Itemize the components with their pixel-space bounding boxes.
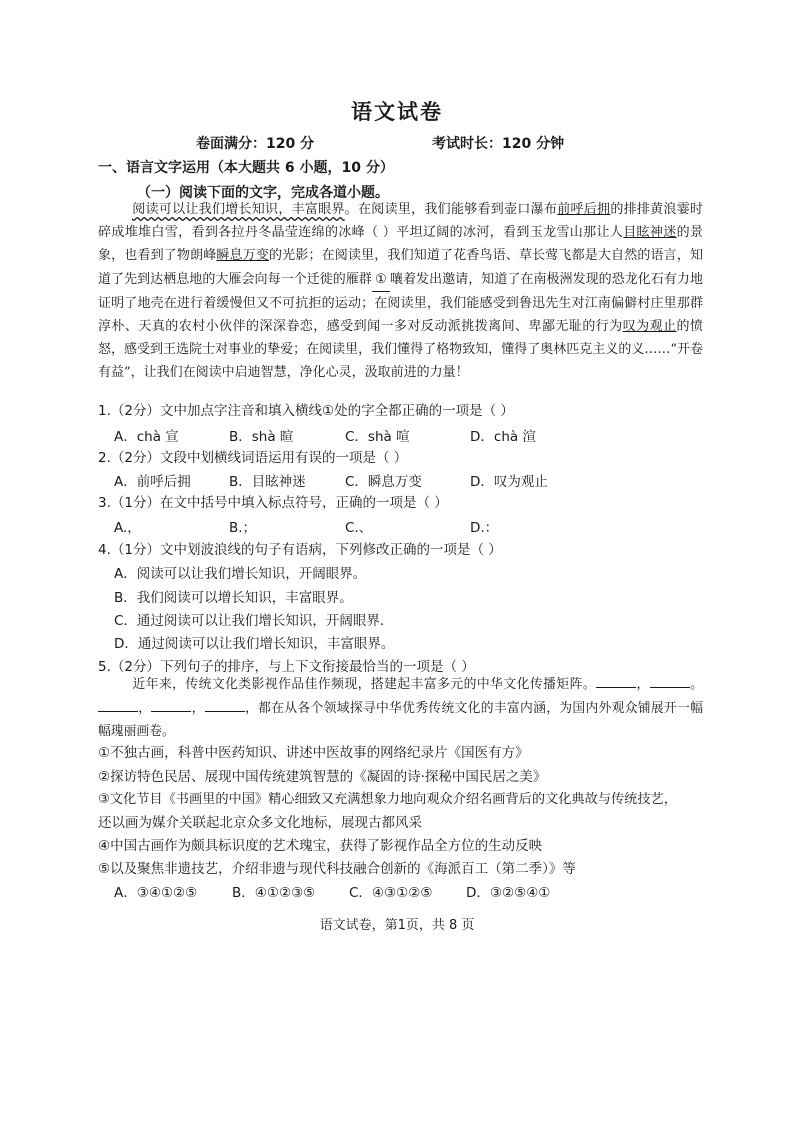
q1-option-c: C．shà 喧 <box>345 429 410 445</box>
q1-option-a: A．chà 宣 <box>114 429 179 445</box>
underlined-word: 目眩神迷 <box>623 225 677 241</box>
blank-1: ① <box>372 268 390 292</box>
question-1: 1.（2分）文中加点字注音和填入横线①处的字全都正确的一项是（ ） <box>98 403 514 419</box>
q1-option-d: D．chà 渲 <box>470 429 536 445</box>
q3-option-b: B.； <box>229 520 257 536</box>
q2-option-a: A．前呼后拥 <box>114 474 191 490</box>
q5-option-a: A．③④①②⑤ <box>114 885 198 901</box>
q2-option-d: D．叹为观止 <box>470 474 548 490</box>
underlined-word: 瞬息万变 <box>216 248 270 264</box>
underlined-word: 前呼后拥 <box>557 202 611 217</box>
section-title: 一、语言文字运用（本大题共 6 小题，10 分） <box>98 160 394 176</box>
exam-duration: 考试时长：120 分钟 <box>432 136 565 152</box>
q5-item-3: ③文化节目《书画里的中国》精心细致又充满想象力地向观众介绍名画背后的文化典故与传统技艺， <box>98 792 677 807</box>
q2-option-c: C．瞬息万变 <box>345 474 422 490</box>
q4-option-a: A．阅读可以让我们增长知识，开阔眼界。 <box>114 566 367 582</box>
q5-item-3-cont: 还以画为媒介关联起北京众多文化地标，展现古都风采 <box>98 815 422 831</box>
q5-option-b: B．④①②③⑤ <box>232 885 316 901</box>
q3-option-c: C.、 <box>345 520 373 536</box>
reading-passage: 阅读可以让我们增长知识，丰富眼界。在阅读里，我们能够看到壶口瀑布前呼后拥的排排黄浪霎时碎成堆堆白雪，看到各拉丹冬晶莹连绵的冰峰（ ）平坦辽阔的冰河，看到玉龙雪山那让人目眩神迷的景象，也看到了物朗峰瞬息万变的光影；在阅读里，我们知道了花香鸟语、草长莺飞都是大自然的语言，知道了先到达栖息地的大雁会向每一个迁徙的雁群 ① 嚷着发出邀请，知道了在南极洲发现的恐龙化石有力地证明了地壳在进行着缓慢但又不可抗拒的运动；在阅读里，我们能感受到鲁迅先生对江南偏僻村庄里那群淳朴、天真的农村小伙伴的深深眷恋，感受到闻一多对反动派挑拨离间、卑鄙无耻的行为叹为观止的愤怒，感受到王选院士对事业的挚爱；在阅读里，我们懂得了格物致知，懂得了奥林匹克主义的义……“开卷有益”，让我们在阅读中启迪智慧，净化心灵，汲取前进的力量！ <box>98 202 703 381</box>
q5-blank <box>596 687 636 688</box>
q4-option-d: D．通过阅读可以让我们增长知识，丰富眼界。 <box>114 636 395 652</box>
q5-item-5: ⑤以及聚焦非遗技艺，介绍非遗与现代科技融合创新的《海派百工（第二季）》等 <box>98 861 576 877</box>
question-2: 2.（2分）文段中划横线词语运用有误的一项是（ ） <box>98 450 408 466</box>
q4-option-c: C．通过阅读可以让我们增长知识，开阔眼界. <box>114 613 385 629</box>
underlined-word: 叹为观止 <box>622 319 677 335</box>
question-4: 4.（1分）文中划波浪线的句子有语病，下列修改正确的一项是（ ） <box>98 542 502 558</box>
q5-context: 近年来，传统文化类影视作品佳作频现，搭建起丰富多元的中华文化传播矩阵。 ， 。， ， ，都在从各个领域探寻中华优秀传统文化的丰富内涵，为国内外观众铺展开一幅幅瑰丽画卷。 <box>98 677 704 739</box>
subsection-title: （一）阅读下面的文字，完成各道小题。 <box>137 185 389 201</box>
q5-item-2: ②探访特色民居、展现中国传统建筑智慧的《凝固的诗·探秘中国民居之美》 <box>98 769 547 785</box>
page-footer: 语文试卷，第1页，共 8 页 <box>319 918 475 933</box>
exam-title: 语文试卷 <box>351 100 443 124</box>
q3-option-d: D.： <box>470 520 499 536</box>
q5-blank <box>98 711 138 712</box>
q1-option-b: B．shà 暄 <box>229 429 294 445</box>
wavy-sentence: 阅读可以让我们增长知识，丰富眼界 <box>132 202 345 217</box>
q5-blank <box>650 687 690 688</box>
q5-blank <box>205 711 245 712</box>
q5-option-d: D．③②⑤④① <box>466 885 551 901</box>
q5-item-4: ④中国古画作为颇具标识度的艺术瑰宝，获得了影视作品全方位的生动反映 <box>98 838 543 854</box>
q5-item-1: ①不独古画，科普中医药知识、讲述中医故事的网络纪录片《国医有方》 <box>98 745 529 761</box>
question-5: 5.（2分）下列句子的排序，与上下文衔接最恰当的一项是（ ） <box>98 659 475 675</box>
q5-blank <box>151 711 191 712</box>
full-score: 卷面满分：120 分 <box>196 136 315 152</box>
q4-option-b: B．我们阅读可以增长知识，丰富眼界。 <box>114 590 353 606</box>
q2-option-b: B．目眩神迷 <box>229 474 306 490</box>
q5-option-c: C．④③①②⑤ <box>349 885 433 901</box>
q3-option-a: A.， <box>114 520 141 536</box>
question-3: 3.（1分）在文中括号中填入标点符号，正确的一项是（ ） <box>98 495 448 511</box>
